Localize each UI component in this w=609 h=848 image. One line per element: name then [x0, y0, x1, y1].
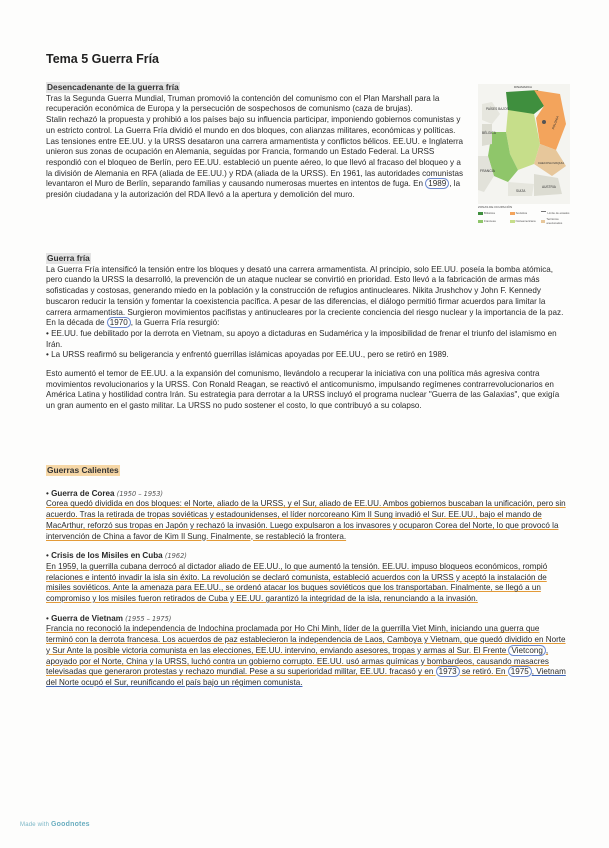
- map-label: PAÍSES BAJOS: [486, 107, 509, 111]
- paragraph-text: Stalin rechazó la propuesta y prohibió a los países bajo su influencia participar, imponiendo gobiernos comunistas y un estricto control. La Guerra Fría dividió el mundo en dos bloques, con alianzas militares, económicas y políticas. Las tensiones entre EE.UU. y la URSS desataron una carrera armamentista y conflictos bélicos. EE.UU. e Inglaterra unieron sus zonas de ocupación en Alemania, seguidas por Francia, formando un Estado Federal. La URSS respondió con el bloqueo de Berlín, pero EE.UU. estableció un puente aéreo, lo que llevó al fracaso del bloqueo y a la división de Alemania en RFA (aliada de EE.UU.) y RDA (aliada de la URSS). En 1961, las autoridades comunistas levantaron el Muro de Berlín, separando familias y causando numerosas muertes en intentos de fuga. En: [46, 115, 464, 189]
- map-label: DINAMARCA: [514, 85, 533, 89]
- paragraph: [46, 115, 466, 201]
- paragraph-text: , la presión ciudadana y la autorización del RDA llevó a la apertura y demolición del muro.: [46, 179, 461, 200]
- legend-item: Norteamericana: [510, 217, 539, 225]
- map-label: SUIZA: [516, 189, 526, 193]
- paragraph: Tras la Segunda Guerra Mundial, Truman promovió la contención del comunismo con el Plan Marshall para la recuperación económica de Europa y la persecución de sospechosos de comunismo (caza de brujas).: [46, 93, 440, 114]
- section-heading: Guerras Calientes: [47, 465, 119, 475]
- circled-year: 1975: [508, 666, 532, 677]
- legend-item: Francesa: [478, 217, 507, 225]
- subsection-title: • Guerra de Vietnam (1955 – 1975): [46, 613, 172, 623]
- map-label: CHECOSLOVAQUIA: [538, 161, 565, 165]
- page-title: Tema 5 Guerra Fría: [46, 52, 160, 66]
- map-legend: [478, 205, 570, 227]
- paragraph: Francia no reconoció la independencia de Indochina proclamada por Ho Chi Minh, líder de la guerrilla Viet Minh, iniciando una guerra que terminó con la derrota francesa. Los acuerdos de paz establecieron la independencia de Laos, Camboya y Vietnam, que quedó dividido en Norte y Sur Ante la posible victoria comunista en las elecciones, EE.UU. intervino, enviando asesores, tropas y armas al Sur. El Frente Vietcong , apoyado por el Norte, China y la URSS, luchó contra un gobierno corrupto. EE.UU. usó armas químicas y bombardeos, causando masacres televisadas que generaron protestas y rechazo mundial. Pese a su superioridad militar, EE.UU. fracasó y en 1973 se retiró. En 1975 , Vietnam del Norte ocupó el Sur, reunificando el país bajo un régimen comunista.: [46, 624, 566, 687]
- paragraph: En 1959, la guerrilla cubana derrocó al dictador aliado de EE.UU., lo que aumentó la tensión. EE.UU. impuso bloqueos económicos, rompió relaciones e intentó invadir la isla sin éxito. La revolución se declaró comunista, estableció acuerdos con la URSS y aceptó la instalación de misiles soviéticos. Ante la amenaza para EE.UU., se ordenó atacar los buques soviéticos que los transportaban. Finalmente, se llegó a un compromiso y los misiles fueron retirados de Cuba y EE.UU. garantizó la integridad de la isla, renunciando a la invasión.: [46, 561, 548, 604]
- map-label: AUSTRIA: [542, 185, 556, 189]
- subsection-title: • Crisis de los Misiles en Cuba (1962): [46, 551, 187, 561]
- bullet-item: • La URSS reafirmó su beligerancia y enfrentó guerrillas islámicas apoyadas por EE.UU., pero se retiró en 1989.: [46, 350, 449, 360]
- circled-year: 1970: [107, 317, 131, 328]
- map-label: BÉLGICA: [482, 131, 496, 135]
- goodnotes-watermark: Made with Goodnotes: [20, 821, 90, 828]
- legend-item: Límite de estados: [541, 211, 570, 215]
- bullet-item: • EE.UU. fue debilitado por la derrota en Vietnam, su apoyo a dictaduras en Sudamérica y la imposibilidad de frenar el triunfo del islamismo en Irán.: [46, 328, 557, 349]
- map-label: POLONIA: [551, 115, 560, 130]
- legend-item: Soviética: [510, 211, 539, 215]
- legend-item: Británica: [478, 211, 507, 215]
- map-label: FRANCIA: [480, 169, 495, 173]
- paragraph: Corea quedó dividida en dos bloques: el Norte, aliado de la URSS, y el Sur, aliado de EE.UU. Ambos gobiernos buscaban la unificación, pero sin acuerdo. Tras la retirada de tropas soviéticas y estadounidenses, el líder norcoreano Kim Il Sung invadió el Sur. EE.UU., bajo el mando de MacArthur, reforzó sus tropas en Japón y rechazó la invasión. Luego expulsaron a los invasores y ocuparon Corea del Norte, lo que provocó la intervención de China a favor de Kim Il Sung. Finalmente, se restableció la frontera.: [46, 499, 566, 541]
- section-guerra-fria: [46, 253, 566, 412]
- paragraph: Esto aumentó el temor de EE.UU. a la expansión del comunismo, llevándolo a recuperar la iniciativa con una política más agresiva contra movimientos revolucionarios y la URSS. Con Ronald Reagan, se reactivó el anticomunismo, impulsando regímenes contrarrevolucionarios en América Latina y hostilidad contra Irán. Su estrategia para derrotar a la URSS incluyó el programa nuclear "Guerra de las Galaxias", que exigía un gran aumento en el gasto militar. La URSS no pudo sostener el costo, lo que contribuyó a su colapso.: [46, 369, 560, 411]
- section-heading: Guerra fría: [47, 253, 90, 263]
- legend-item: Territorios anexionados: [541, 217, 570, 225]
- circled-year: 1973: [436, 666, 460, 677]
- section-heading: Desencadenante de la guerra fría: [47, 82, 179, 92]
- legend-title: ZONAS DE OCUPACIÓN: [478, 205, 513, 209]
- paragraph: [46, 265, 566, 329]
- section-desencadenante: [46, 82, 466, 201]
- circled-year: 1989: [425, 178, 449, 189]
- circled-word: Vietcong: [508, 645, 545, 656]
- paragraph-text: , la Guerra Fría resurgió:: [130, 318, 220, 328]
- subsection-title: • Guerra de Corea (1950 – 1953): [46, 488, 163, 498]
- paragraph-text: La Guerra Fría intensificó la tensión entre los bloques y desató una carrera armamentista. Al principio, solo EE.UU. poseía la bomba atómica, pero cuando la URSS la desarrolló, la prevención de un ataque nuclear se convirtió en prioridad. Esto llevó a la fabricación de armas más sofisticadas y costosas, generando miedo en la población y la construcción de refugios antinucleares. Nikita Jrushchov y John F. Kennedy buscaron reducir la tensión y fomentar la coexistencia pacífica. A pesar de las diferencias, el diálogo permitió firmar acuerdos para limitar la carrera armamentista. Surgieron movimientos pacifistas y antinucleares por la creciente conciencia del riesgo nuclear y la importancia de la paz. En la década de: [46, 264, 564, 328]
- section-guerras-calientes: [46, 465, 568, 689]
